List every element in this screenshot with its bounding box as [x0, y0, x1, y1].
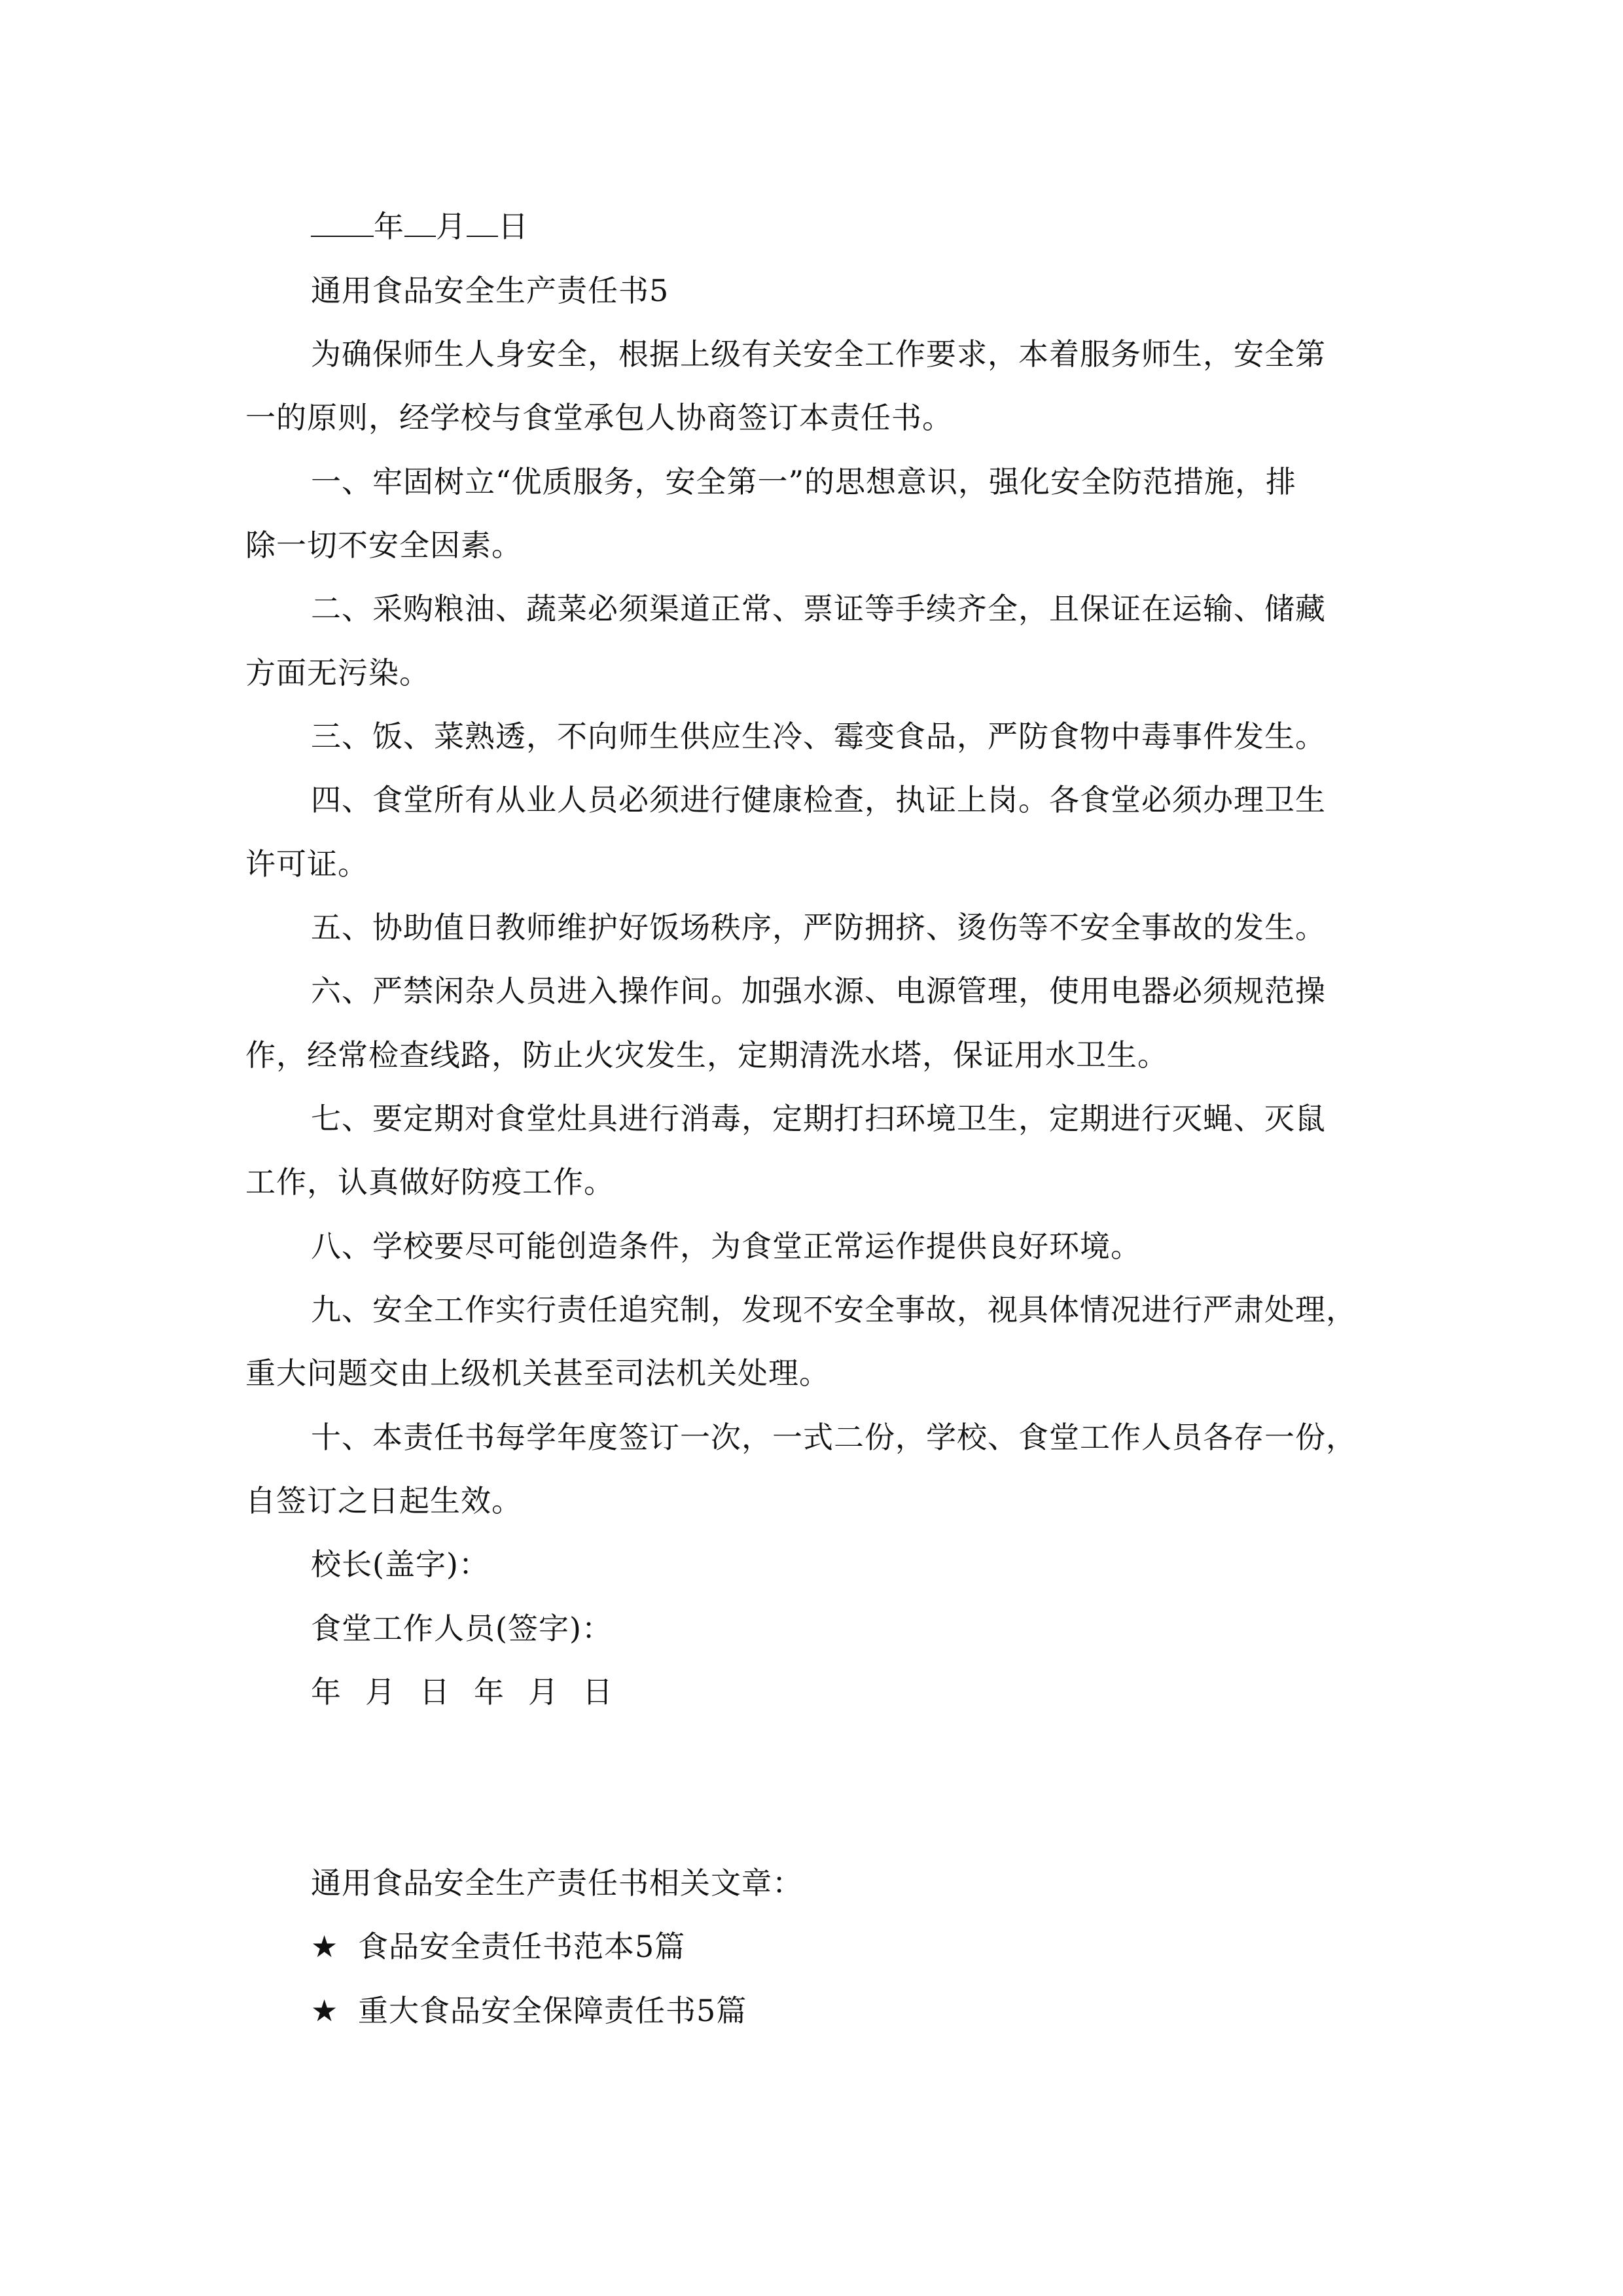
year-blank: [311, 207, 374, 237]
date-line: [311, 207, 529, 246]
sig-date-year-2: 年: [474, 1674, 505, 1710]
sig-date-day-1: 日: [419, 1674, 450, 1710]
sig-date-year-1: 年: [311, 1674, 342, 1710]
related-article-link[interactable]: 食品安全责任书范本5篇: [358, 1929, 686, 1964]
item-8-line-1: 八、学校要尽可能创造条件，为食堂正常运作提供良好环境。: [311, 1229, 1141, 1264]
item-2-line-1: 二、采购粮油、蔬菜必须渠道正常、票证等手续齐全，且保证在运输、储藏: [311, 591, 1326, 626]
intro-line-2: 一的原则，经学校与食堂承包人协商签订本责任书。: [245, 400, 953, 435]
item-9-line-1: 九、安全工作实行责任追究制，发现不安全事故，视具体情况进行严肃处理，: [311, 1292, 1357, 1327]
item-5-line-1: 五、协助值日教师维护好饭场秩序，严防拥挤、烫伤等不安全事故的发生。: [311, 910, 1326, 945]
item-6-line-1: 六、严禁闲杂人员进入操作间。加强水源、电源管理，使用电器必须规范操: [311, 973, 1326, 1009]
star-icon: ★: [311, 1993, 339, 2028]
day-blank: [467, 207, 498, 237]
staff-signature-label: 食堂工作人员(签字)：: [311, 1611, 613, 1646]
date-year-label: 年: [374, 209, 404, 244]
document-title: 通用食品安全生产责任书5: [311, 273, 669, 308]
date-day-label: 日: [498, 209, 529, 244]
item-4-line-1: 四、食堂所有从业人员必须进行健康检查，执证上岗。各食堂必须办理卫生: [311, 782, 1326, 817]
related-article-link[interactable]: 重大食品安全保障责任书5篇: [358, 1993, 747, 2028]
signature-dates: [311, 1672, 637, 1712]
related-articles-heading: 通用食品安全生产责任书相关文章：: [311, 1865, 803, 1901]
item-9-line-2: 重大问题交由上级机关甚至司法机关处理。: [245, 1355, 830, 1391]
item-4-line-2: 许可证。: [245, 846, 368, 882]
item-1-line-1: 一、牢固树立“优质服务，安全第一”的思想意识，强化安全防范措施，排: [311, 464, 1297, 499]
date-month-label: 月: [436, 209, 467, 244]
item-1-line-2: 除一切不安全因素。: [245, 528, 522, 563]
related-article-item[interactable]: [311, 1991, 747, 2030]
item-3-line-1: 三、饭、菜熟透，不向师生供应生冷、霉变食品，严防食物中毒事件发生。: [311, 719, 1326, 754]
item-10-line-1: 十、本责任书每学年度签订一次，一式二份，学校、食堂工作人员各存一份，: [311, 1420, 1357, 1455]
sig-date-month-1: 月: [365, 1674, 396, 1710]
sig-date-month-2: 月: [528, 1674, 559, 1710]
item-7-line-1: 七、要定期对食堂灶具进行消毒，定期打扫环境卫生，定期进行灭蝇、灭鼠: [311, 1101, 1326, 1136]
item-2-line-2: 方面无污染。: [245, 655, 430, 691]
star-icon: ★: [311, 1929, 339, 1964]
principal-signature-label: 校长(盖字)：: [311, 1547, 490, 1582]
item-10-line-2: 自签订之日起生效。: [245, 1483, 522, 1518]
related-article-item[interactable]: [311, 1927, 685, 1966]
intro-line-1: 为确保师生人身安全，根据上级有关安全工作要求，本着服务师生，安全第: [311, 336, 1326, 372]
sig-date-day-2: 日: [582, 1674, 613, 1710]
month-blank: [404, 207, 436, 237]
item-7-line-2: 工作，认真做好防疫工作。: [245, 1164, 615, 1200]
item-6-line-2: 作，经常检查线路，防止火灾发生，定期清洗水塔，保证用水卫生。: [245, 1037, 1168, 1073]
